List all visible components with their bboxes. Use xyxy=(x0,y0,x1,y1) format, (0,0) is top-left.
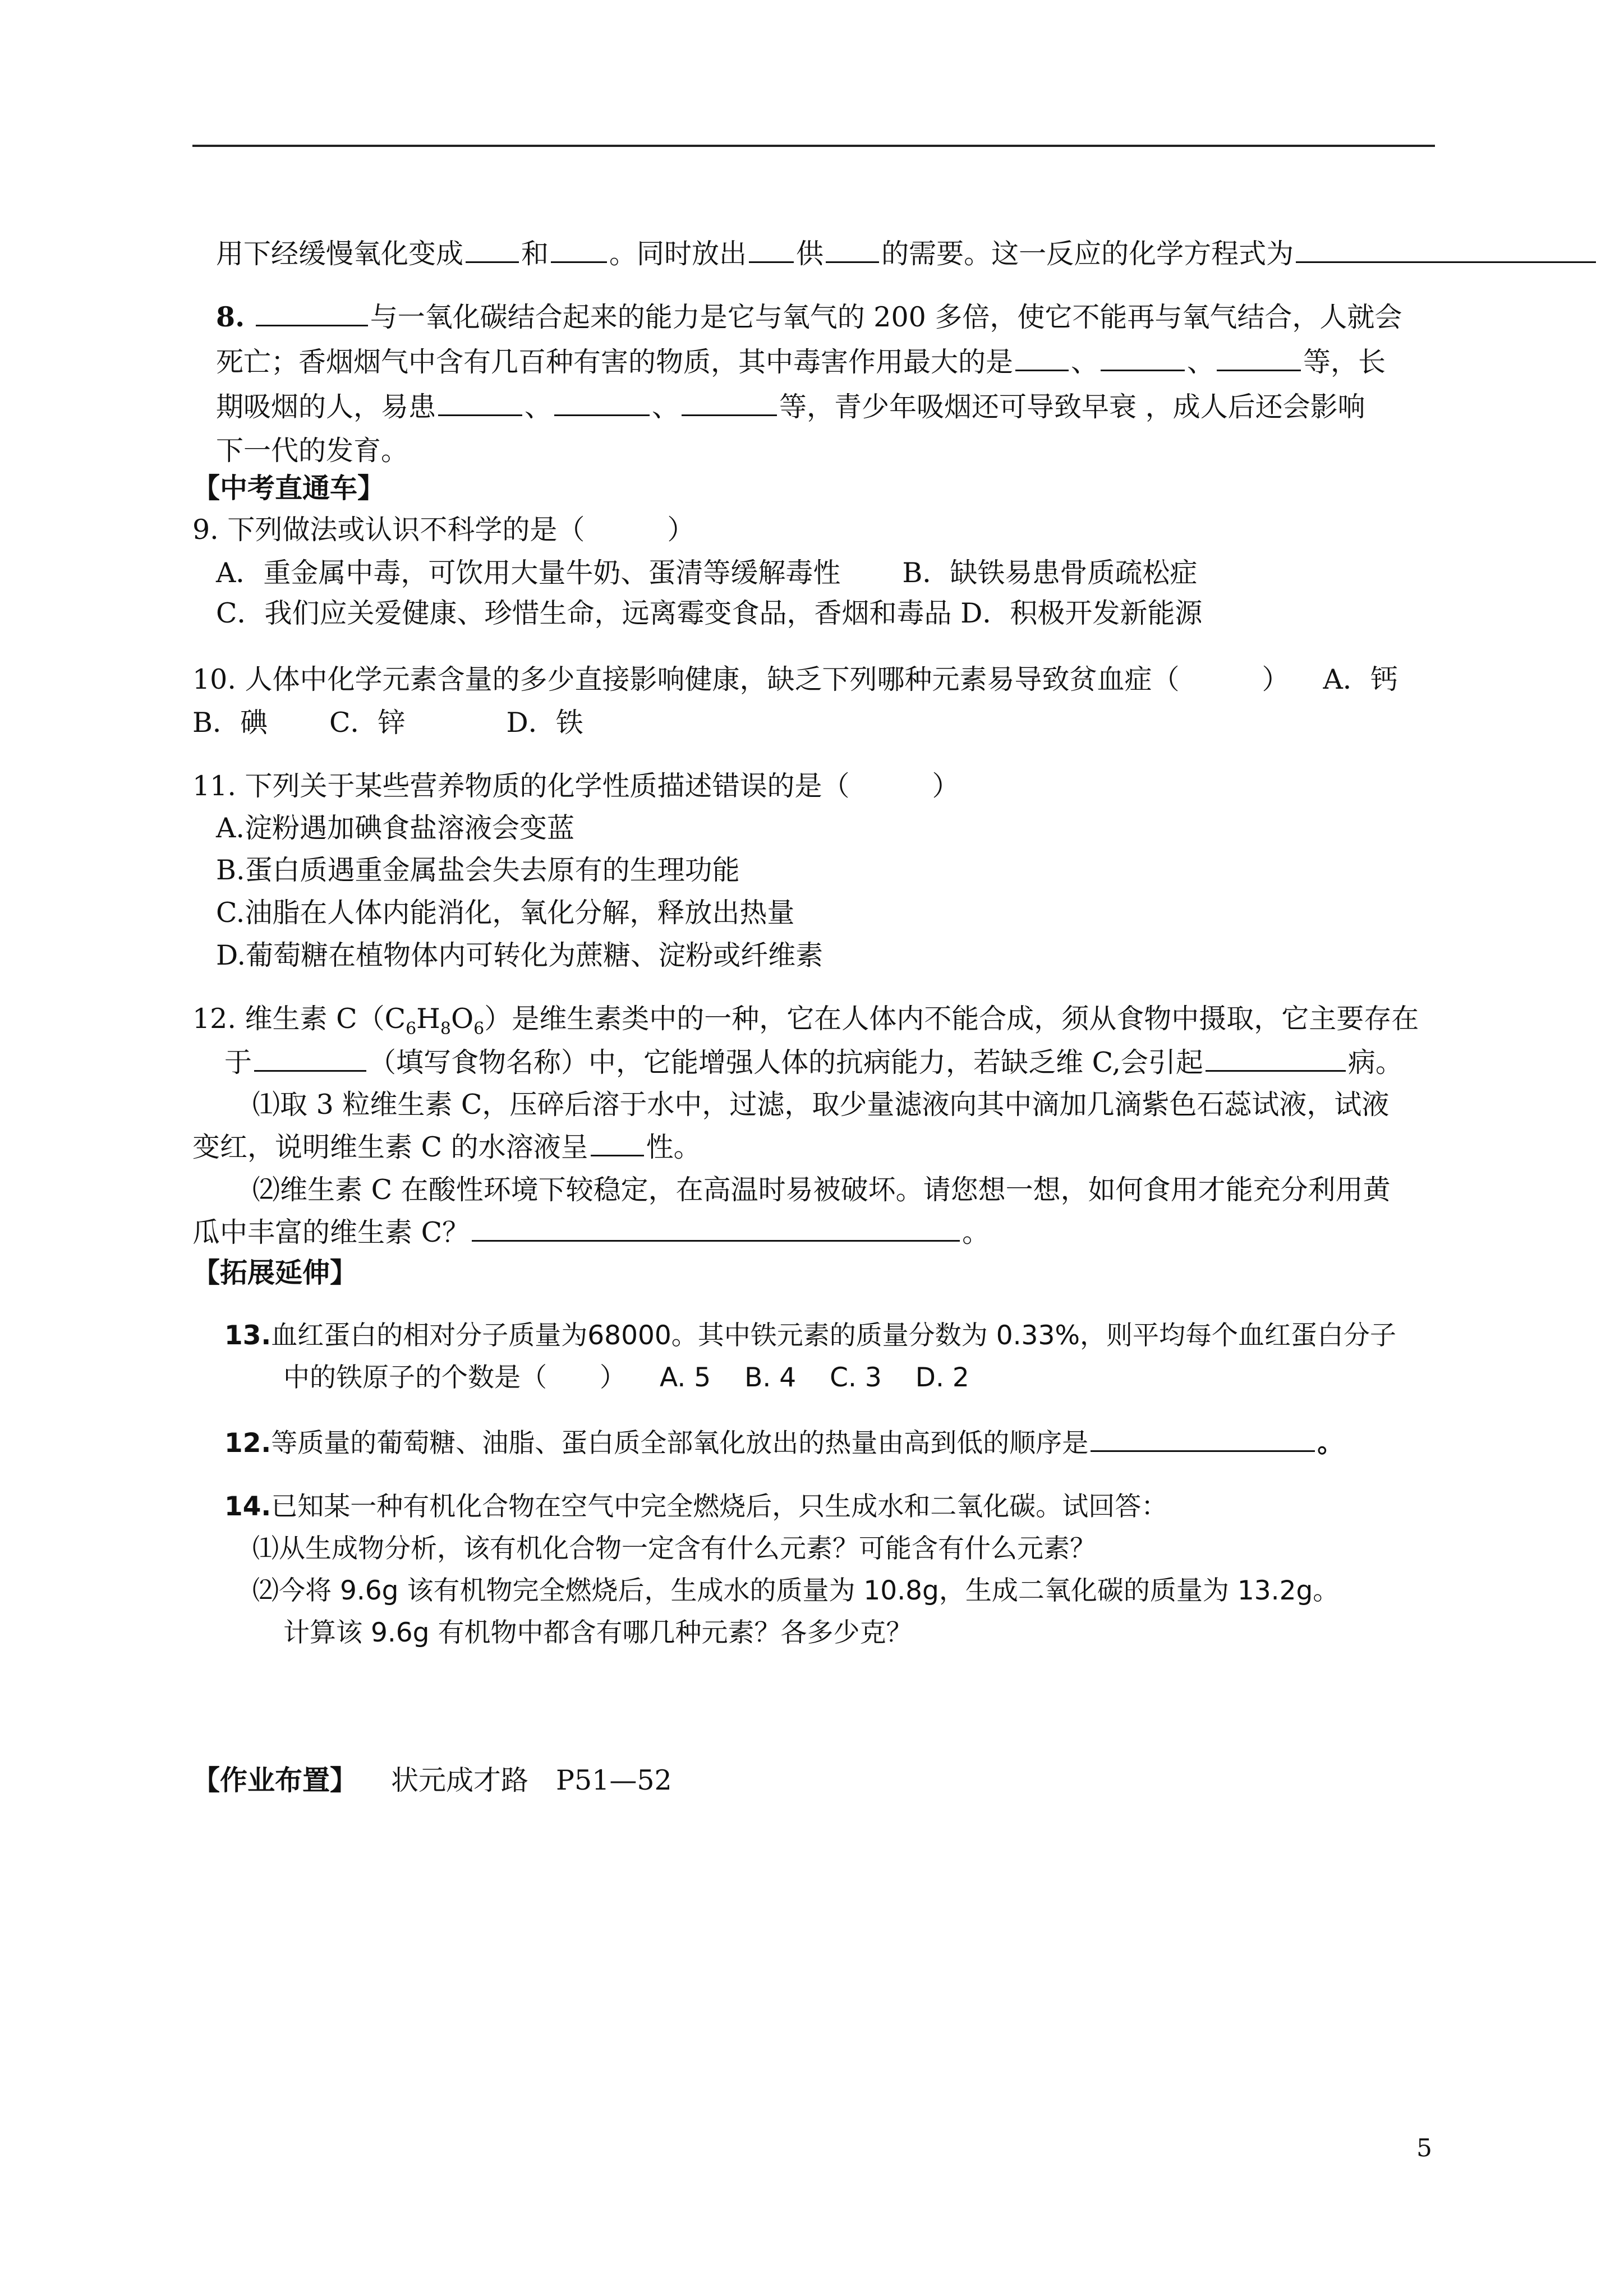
answer-blank[interactable] xyxy=(591,1129,644,1156)
answer-blank[interactable] xyxy=(438,389,522,416)
q8-line3: 期吸烟的人，易患 、 、 等，青少年吸烟还可导致早衰 ，成人后还会影响 xyxy=(216,389,1365,425)
q12b-line: 12.等质量的葡萄糖、油脂、蛋白质全部氧化放出的热量由高到低的顺序是 。 xyxy=(224,1424,1344,1461)
q12-part1-line2: 变红，说明维生素 C 的水溶液呈 性。 xyxy=(192,1129,701,1165)
q9-options-ab: A．重金属中毒，可饮用大量牛奶、蛋清等缓解毒性 B．缺铁易患骨质疏松症 xyxy=(216,557,1198,589)
q13-line2: 中的铁原子的个数是（ ） A. 5 B. 4 C. 3 D. 2 xyxy=(283,1362,969,1393)
section-heading-tuozhan: 【拓展延伸】 xyxy=(192,1256,358,1289)
q9-stem: 9. 下列做法或认识不科学的是（ ） xyxy=(192,514,695,546)
q11-option-d: D.葡萄糖在植物体内可转化为蔗糖、淀粉或纤维素 xyxy=(216,939,823,971)
q14-part2: ⑵今将 9.6g 该有机物完全燃烧后，生成水的质量为 10.8g，生成二氧化碳的质量为 13.2g。 xyxy=(252,1575,1340,1606)
q8-line2: 死亡；香烟烟气中含有几百种有害的物质，其中毒害作用最大的是 、 、 等，长 xyxy=(216,344,1386,380)
q12-part2-line1: ⑵维生素 C 在酸性环境下较稳定，在高温时易被破坏。请您想一想，如何食用才能充分利用黄 xyxy=(252,1174,1391,1206)
answer-blank[interactable] xyxy=(1015,344,1069,371)
section-heading-zhongkao: 【中考直通车】 xyxy=(192,472,385,504)
answer-blank[interactable] xyxy=(466,236,519,263)
q14-line1: 14.已知某一种有机化合物在空气中完全燃烧后，只生成水和二氧化碳。试回答： xyxy=(224,1491,1168,1522)
q13-line1: 13.血红蛋白的相对分子质量为68000。其中铁元素的质量分数为 0.33%，则平均每个血红蛋白分子 xyxy=(224,1320,1397,1351)
answer-blank[interactable] xyxy=(1217,344,1301,371)
q14-part1: ⑴从生成物分析，该有机化合物一定含有什么元素？可能含有什么元素？ xyxy=(252,1533,1096,1564)
answer-blank[interactable] xyxy=(682,389,777,416)
answer-blank[interactable] xyxy=(1101,344,1185,371)
q14-part3: 计算该 9.6g 有机物中都含有哪几种元素？各多少克？ xyxy=(283,1617,913,1648)
homework-line: 【作业布置】 状元成才路 P51—52 xyxy=(192,1764,672,1796)
answer-blank[interactable] xyxy=(551,236,607,263)
q11-option-b: B.蛋白质遇重金属盐会失去原有的生理功能 xyxy=(216,854,740,886)
answer-blank[interactable] xyxy=(826,236,879,263)
page-number: 5 xyxy=(1416,2134,1432,2163)
q11-option-c: C.油脂在人体内能消化，氧化分解，释放出热量 xyxy=(216,897,795,929)
q8-line4: 下一代的发育。 xyxy=(216,435,409,467)
q11-option-a: A.淀粉遇加碘食盐溶液会变蓝 xyxy=(216,812,574,844)
q8-line1: 8. 与一氧化碳结合起来的能力是它与氧气的 200 多倍，使它不能再与氧气结合，人就会 xyxy=(216,299,1402,335)
q10-options: B．碘 C．锌 D．铁 xyxy=(192,707,583,739)
q12-line1: 12. 维生素 $C(C_6H_8O_6)$是维生素类中的一种，它在人体内不能合成，须从食物中摄取，它主要存在 xyxy=(192,1003,1419,1039)
q12-line2: 于 （填写食物名称）中，它能增强人体的抗病能力，若缺乏维 C,会引起 病。 xyxy=(224,1044,1403,1081)
answer-blank[interactable] xyxy=(1296,236,1596,263)
answer-blank[interactable] xyxy=(1206,1044,1346,1072)
q12-part1-line1: ⑴取 3 粒维生素 C，压碎后溶于水中，过滤，取少量滤液向其中滴加几滴紫色石蕊试液，试液 xyxy=(252,1089,1390,1121)
answer-blank[interactable] xyxy=(254,1044,366,1072)
q7-continuation: 用下经缓慢氧化变成 和 。同时放出 供 的需要。这一反应的化学方程式为 xyxy=(216,236,1596,272)
q10-stem: 10. 人体中化学元素含量的多少直接影响健康，缺乏下列哪种元素易导致贫血症（ ） A．钙 xyxy=(192,663,1398,695)
answer-blank[interactable] xyxy=(554,389,650,416)
answer-blank[interactable] xyxy=(256,299,368,326)
answer-blank[interactable] xyxy=(472,1214,960,1242)
q9-options-cd: C．我们应关爱健康、珍惜生命，远离霉变食品，香烟和毒品 D．积极开发新能源 xyxy=(216,597,1203,629)
q11-stem: 11. 下列关于某些营养物质的化学性质描述错误的是（ ） xyxy=(192,770,960,802)
header-rule xyxy=(192,145,1435,147)
answer-blank[interactable] xyxy=(749,236,794,263)
answer-blank[interactable] xyxy=(1091,1424,1315,1452)
q12-part2-line2: 瓜中丰富的维生素 C？ 。 xyxy=(192,1214,990,1251)
